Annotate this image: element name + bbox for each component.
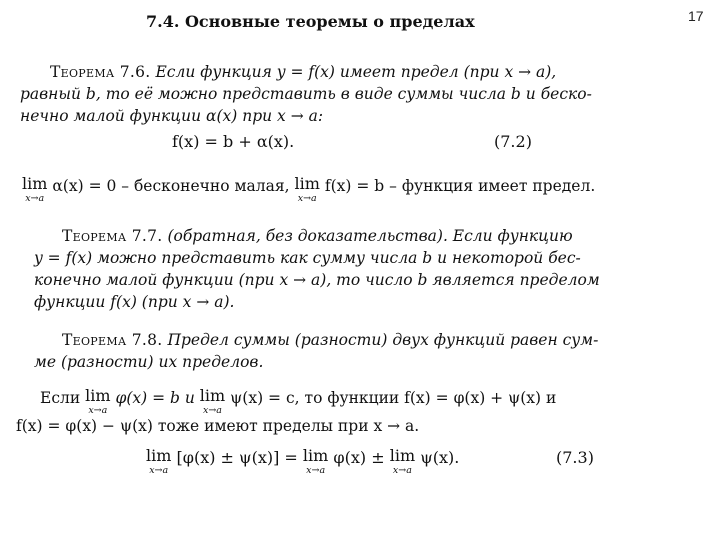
limit-operator-2: lim x→a <box>294 174 320 204</box>
theorem-7-7-text-1: (обратная, без доказательства). Если функцию <box>167 227 573 245</box>
theorem-7-7-line-2: y = f(x) можно представить как сумму числа b и некоторой бес- <box>34 249 581 267</box>
theorem-7-6-line-2: равный b, то её можно представить в виде суммы числа b и беско- <box>20 85 592 103</box>
section-heading: 7.4. Основные теоремы о пределах <box>146 12 475 31</box>
formula-7-3-mid: φ(x) ± <box>333 448 385 467</box>
theorem-7-8-line-1 <box>62 330 598 350</box>
formula-7-3 <box>146 448 459 476</box>
theorem-7-6-line-3: нечно малой функции α(x) при x → a: <box>20 107 324 125</box>
limit-operator-4: lim x→a <box>199 386 226 416</box>
formula-7-3-right: ψ(x). <box>420 448 460 467</box>
theorem-7-7-label: Теорема 7.7. <box>62 227 163 245</box>
equation-number-7-2: (7.2) <box>494 132 532 151</box>
equation-number-7-3: (7.3) <box>556 448 594 467</box>
limit-line <box>22 176 595 204</box>
page-number: 17 <box>688 8 704 24</box>
limit-operator-7: lim x→a <box>389 446 416 476</box>
theorem-7-8-label: Теорема 7.8. <box>62 331 163 349</box>
theorem-7-6-text-1: Если функция y = f(x) имеет предел (при x → a), <box>155 63 557 81</box>
formula-7-3-left: [φ(x) ± ψ(x)] = <box>176 448 298 467</box>
theorem-7-7-line-1 <box>62 226 573 246</box>
theorem-7-7-line-4: функции f(x) (при x → a). <box>34 293 235 311</box>
theorem-7-6-label: Теорема 7.6. <box>50 63 151 81</box>
theorem-7-8-line-2: ме (разности) их пределов. <box>34 353 264 371</box>
limit-operator-3: lim x→a <box>85 386 111 416</box>
limit-operator-6: lim x→a <box>302 446 329 476</box>
formula-7-2: f(x) = b + α(x). <box>172 132 295 151</box>
limit-line-part-1: α(x) = 0 – бесконечно малая, <box>52 177 290 195</box>
paragraph-text-2: φ(x) = b и <box>115 389 195 407</box>
theorem-7-8-text-1: Предел суммы (разности) двух функций равен сум- <box>167 331 599 349</box>
limit-operator-1: lim x→a <box>22 174 48 204</box>
theorem-7-7-line-3: конечно малой функции (при x → a), то число b является пределом <box>34 271 600 289</box>
paragraph-text-1: Если <box>40 389 81 407</box>
paragraph-line-2: f(x) = φ(x) − ψ(x) тоже имеют пределы при x → a. <box>16 417 420 435</box>
limit-operator-5: lim x→a <box>146 446 172 476</box>
paragraph-text-3: ψ(x) = c, то функции f(x) = φ(x) + ψ(x) и <box>230 389 557 407</box>
theorem-7-6-line-1 <box>50 62 556 82</box>
limit-line-part-2: f(x) = b – функция имеет предел. <box>324 177 596 195</box>
paragraph-line-1 <box>40 388 556 416</box>
